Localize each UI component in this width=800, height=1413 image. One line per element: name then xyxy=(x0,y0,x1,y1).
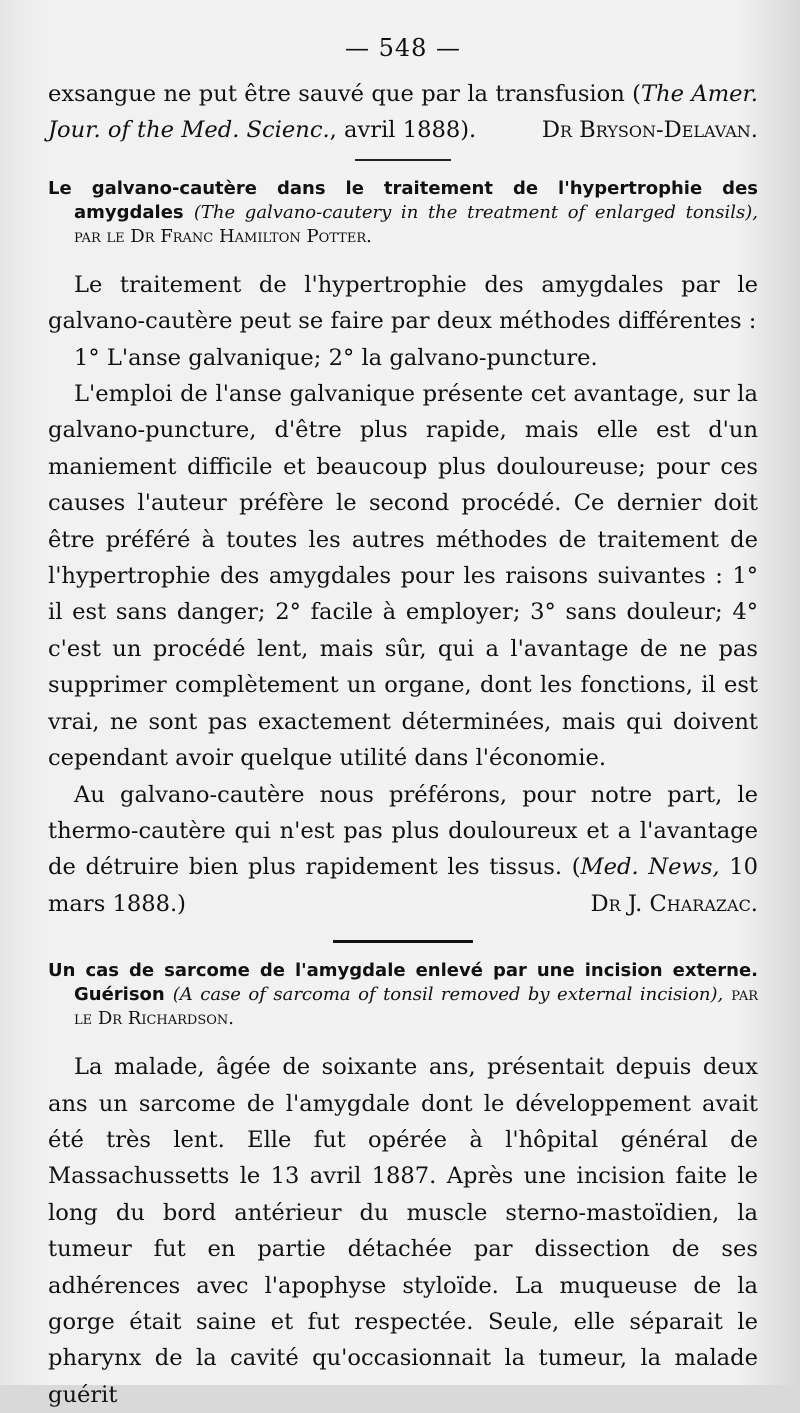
article2-paragraph-1: La malade, âgée de soixante ans, présentait depuis deux ans un sarcome de l'amygdale dont le développement avait été très lent. Elle fut opérée à l'hôpital général de Massachussetts le 13 avril 1887. Après une incision faite le long du bord antérieur du muscle sterno-mastoïdien, la tumeur fut en partie détachée par dissection de ses adhérences avec l'apophyse styloïde. La muqueuse de la gorge était saine et fut respectée. Seule, elle séparait le pharynx de la cavité qu'occasionnait la tumeur, la malade guérit xyxy=(48,1054,758,1408)
section-divider xyxy=(333,940,473,943)
intro-text: exsangue ne put être sauvé que par la transfusion ( xyxy=(48,81,641,107)
article1-paragraph-3 xyxy=(48,777,758,923)
article1-list-item: 1° L'anse galvanique; 2° la galvano-puncture. xyxy=(74,344,598,371)
article2-title-english: (A case of sarcoma of tonsil removed by external incision), xyxy=(172,984,724,1006)
article1-title: Le galvano-cautère dans le traitement de l'hypertrophie des amygdales xyxy=(48,177,758,223)
article1-p3-text: Au galvano-cautère nous préférons, pour notre part, le thermo-cautère qui n'est pas plus douloureux et a l'avantage de détruire bien plus rapidement les tissus. ( xyxy=(48,781,758,881)
article1-p3-date: 10 mars 1888.) xyxy=(48,854,759,917)
article1-author: par le Dr Franc Hamilton Potter. xyxy=(74,225,372,247)
page-number: — 548 — xyxy=(344,34,462,62)
article1-title-english: (The galvano-cautery in the treatment of enlarged tonsils), xyxy=(193,201,758,223)
article1-heading xyxy=(48,177,758,249)
intro-signature: Dr Bryson-Delavan. xyxy=(541,117,758,144)
article2-heading xyxy=(48,959,758,1031)
article2-author: par le Dr Richardson. xyxy=(74,984,758,1030)
intro-journal: The Amer. Jour. of the Med. Scienc. xyxy=(48,81,758,144)
intro-paragraph xyxy=(48,76,758,149)
article2-title: Un cas de sarcome de l'amygdale enlevé par une incision externe. Guérison xyxy=(48,960,758,1006)
intro-date: , avril 1888). xyxy=(329,117,477,144)
section-divider xyxy=(355,159,451,161)
article1-paragraph-1: Le traitement de l'hypertrophie des amygdales par le galvano-cautère peut se faire par deux méthodes différentes : xyxy=(48,271,758,335)
article1-signature: Dr J. Charazac. xyxy=(590,890,758,917)
article1-paragraph-2: L'emploi de l'anse galvanique présente cet avantage, sur la galvano-puncture, d'être plus rapide, mais elle est d'un maniement difficile et beaucoup plus douloureuse; pour ces causes l'auteur préfère le second procédé. Ce dernier doit être préféré à toutes les autres méthodes de traitement de l'hypertrophie des amygdales pour les raisons suivantes : 1° il est sans danger; 2° facile à employer; 3° sans douleur; 4° c'est un procédé lent, mais sûr, qui a l'avantage de ne pas supprimer complètement un organe, dont les fonctions, il est vrai, ne sont pas exactement déterminées, mais qui doivent cependant avoir quelque utilité dans l'économie. xyxy=(48,381,758,772)
article1-p3-journal: Med. News, xyxy=(580,854,720,881)
